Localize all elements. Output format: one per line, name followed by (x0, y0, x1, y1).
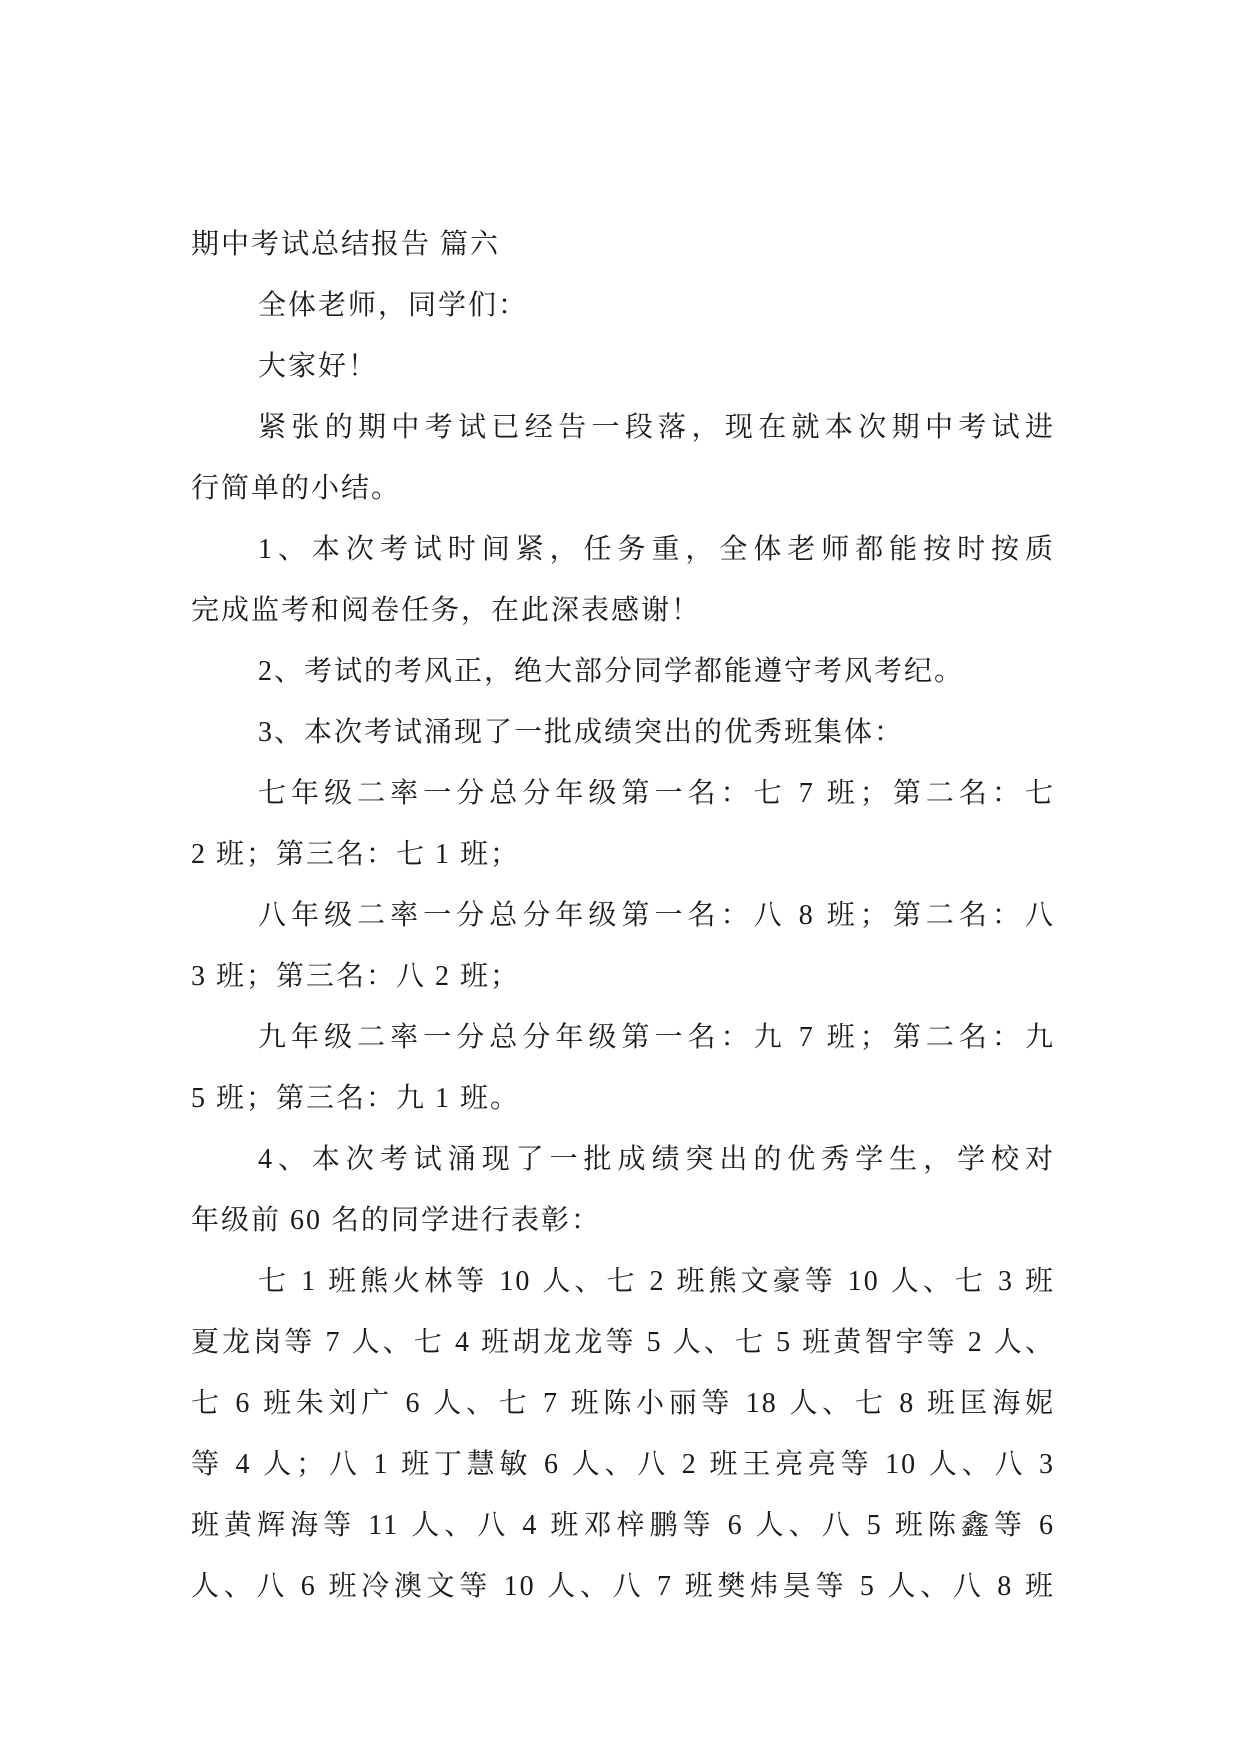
honor-list-line-6: 人、八 6 班冷澳文等 10 人、八 7 班樊炜昊等 5 人、八 8 班 (191, 1571, 1055, 1602)
document-title: 期中考试总结报告 篇六 (191, 229, 501, 260)
salutation-line: 全体老师，同学们： (258, 290, 529, 321)
greeting-line: 大家好！ (258, 351, 379, 382)
point-4-line-2: 年级前 60 名的同学进行表彰： (191, 1205, 602, 1236)
grade-8-line-1: 八年级二率一分总分年级第一名：八 8 班；第二名：八 (258, 900, 1055, 931)
point-4-line-1: 4、本次考试涌现了一批成绩突出的优秀学生，学校对 (258, 1144, 1055, 1175)
document-body (191, 214, 1055, 1617)
honor-list-line-3: 七 6 班朱刘广 6 人、七 7 班陈小丽等 18 人、七 8 班匡海妮 (191, 1388, 1055, 1419)
grade-7-line-1: 七年级二率一分总分年级第一名：七 7 班；第二名：七 (258, 778, 1055, 809)
honor-list-line-4: 等 4 人；八 1 班丁慧敏 6 人、八 2 班王亮亮等 10 人、八 3 (191, 1449, 1055, 1480)
intro-line-1: 紧张的期中考试已经告一段落，现在就本次期中考试进 (258, 412, 1055, 443)
point-3-line-1: 3、本次考试涌现了一批成绩突出的优秀班集体： (258, 717, 905, 748)
honor-list-line-1: 七 1 班熊火林等 10 人、七 2 班熊文豪等 10 人、七 3 班 (258, 1266, 1055, 1297)
point-1-line-1: 1、本次考试时间紧，任务重，全体老师都能按时按质 (258, 534, 1055, 565)
honor-list-line-5: 班黄辉海等 11 人、八 4 班邓梓鹏等 6 人、八 5 班陈鑫等 6 (191, 1510, 1055, 1541)
grade-9-line-1: 九年级二率一分总分年级第一名：九 7 班；第二名：九 (258, 1022, 1055, 1053)
grade-8-line-2: 3 班；第三名：八 2 班； (191, 961, 521, 992)
point-2-line-1: 2、考试的考风正，绝大部分同学都能遵守考风考纪。 (258, 656, 965, 687)
honor-list-line-2: 夏龙岗等 7 人、七 4 班胡龙龙等 5 人、七 5 班黄智宇等 2 人、 (191, 1327, 1055, 1358)
point-1-line-2: 完成监考和阅卷任务，在此深表感谢！ (191, 595, 702, 626)
grade-7-line-2: 2 班；第三名：七 1 班； (191, 839, 521, 870)
grade-9-line-2: 5 班；第三名：九 1 班。 (191, 1083, 521, 1114)
intro-line-2: 行简单的小结。 (191, 473, 402, 504)
